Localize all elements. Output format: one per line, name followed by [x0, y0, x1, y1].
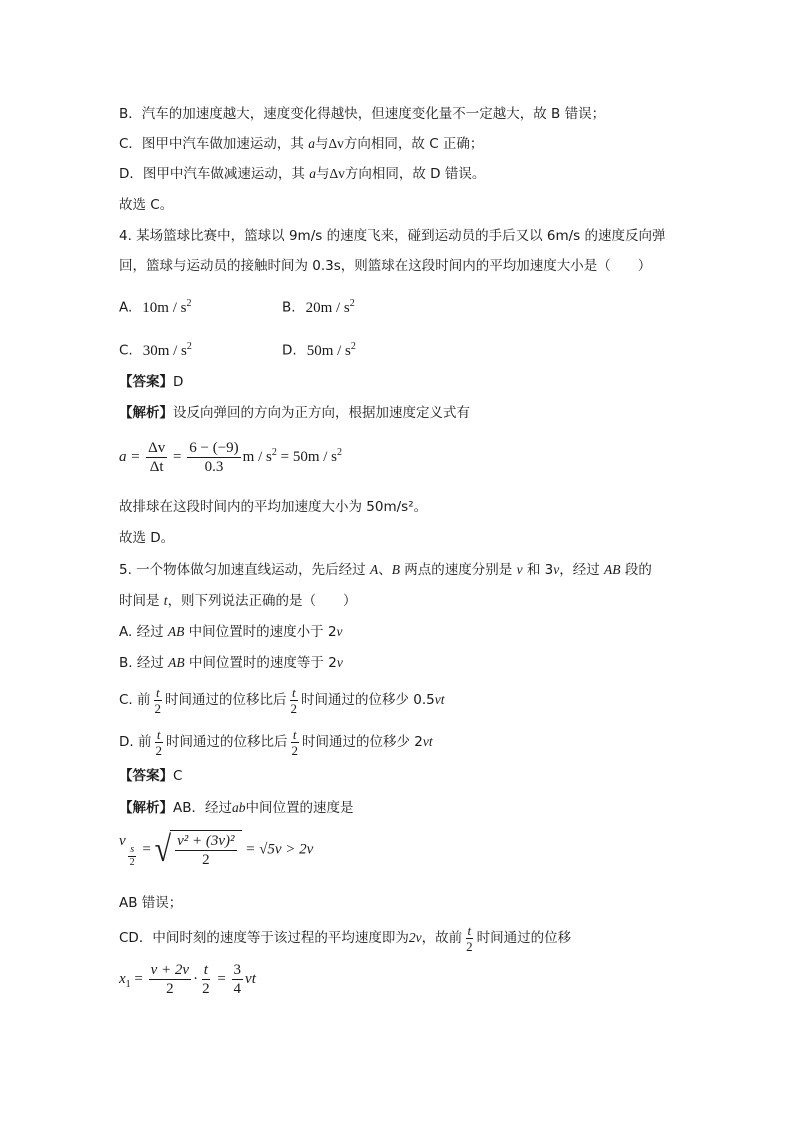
denominator: Δt	[149, 459, 164, 475]
text: 时间通过的位移比后	[165, 692, 287, 708]
answer-value: C	[173, 768, 183, 784]
q5-answer	[119, 766, 182, 786]
eq-rhs: = 50m / s	[276, 448, 337, 465]
numerator: s	[130, 843, 135, 855]
numerator: Δv	[148, 440, 166, 456]
option-label: C.	[119, 342, 133, 359]
symbol-x: x	[119, 970, 126, 987]
numerator: t	[203, 962, 208, 978]
fraction-avg-velocity	[149, 962, 191, 997]
q4-option-b	[282, 294, 355, 318]
answer-value: D	[173, 374, 184, 390]
exponent: 2	[349, 298, 355, 309]
numerator: t	[156, 726, 161, 742]
numerator: v² + (3v)²	[177, 833, 235, 849]
q5-option-d	[119, 726, 433, 758]
answer-label: 【答案】	[119, 768, 173, 784]
q5-stem-line2	[119, 591, 357, 611]
symbol-v: v	[553, 562, 560, 577]
option-value: 30m / s	[142, 342, 187, 359]
text: B. 经过	[119, 655, 169, 671]
option-label: D.	[282, 342, 297, 359]
q4-option-d	[282, 337, 356, 361]
symbol-vt: vt	[422, 734, 433, 749]
denominator: 2	[155, 742, 162, 758]
ab-wrong-line: AB 错误；	[119, 895, 183, 911]
option-d-explanation	[119, 164, 485, 184]
symbol-delta-v: Δv	[329, 166, 345, 181]
multiply-dot: ·	[193, 970, 199, 987]
text: 方向相同，故 D 错误。	[344, 166, 486, 182]
option-label: A.	[119, 299, 133, 316]
analysis-label: 【解析】	[119, 800, 173, 816]
numerator: 6 − (−9)	[189, 440, 239, 456]
cd-analysis-line	[119, 922, 571, 954]
displacement-equation	[119, 962, 256, 997]
numerator: v + 2v	[150, 962, 190, 978]
fraction-t-2	[153, 728, 164, 757]
q4-stem-line2: 回，篮球与运动员的接触时间为 0.3s，则篮球在这段时间内的平均加速度大小是（ ）	[119, 258, 652, 274]
denominator: 2	[290, 700, 298, 716]
fraction-3-4	[232, 962, 244, 997]
symbol-delta-v: Δv	[328, 136, 344, 151]
q4-stem-line1: 4. 某场篮球比赛中，篮球以 9m/s 的速度飞来，碰到运动员的手后又以 6m/s 的速度反向弹	[119, 228, 666, 244]
fraction-radicand	[175, 833, 236, 868]
text: C. 前	[119, 692, 151, 708]
symbol-v: v	[516, 562, 523, 577]
text: 两点的速度分别是	[399, 562, 517, 578]
fraction-dv-dt	[146, 440, 167, 475]
denominator: 2	[202, 981, 210, 997]
exponent: 2	[271, 446, 277, 458]
choose-c-line: 故选 C。	[119, 197, 174, 213]
text: 时间通过的位移比后	[165, 734, 288, 750]
eq-lhs	[119, 833, 139, 868]
q5-option-b	[119, 653, 343, 673]
q4-option-a	[119, 294, 191, 318]
denominator: 0.3	[204, 459, 224, 475]
text: ，故前	[421, 930, 463, 946]
numerator: 3	[233, 962, 242, 978]
answer-label: 【答案】	[119, 374, 173, 390]
symbol-2v: 2v	[408, 930, 422, 945]
equals: =	[217, 970, 226, 987]
option-label: B.	[282, 299, 296, 316]
symbol-AB: AB	[168, 655, 185, 670]
q5-stem-line1	[119, 560, 652, 580]
text: 中间位置时的速度小于 2	[184, 624, 337, 640]
exponent: 2	[337, 446, 342, 458]
text: ，则下列说法正确的是（ ）	[167, 593, 357, 609]
q5-option-a	[119, 622, 343, 642]
symbol-vt: vt	[245, 970, 256, 987]
fraction-t-2	[289, 728, 300, 757]
text: D．图甲中汽车做减速运动，其	[119, 166, 310, 182]
fraction-t-2	[289, 686, 300, 715]
numerator: t	[155, 684, 160, 700]
exponent: 2	[186, 341, 192, 352]
analysis-text: 设反向弹回的方向为正方向，根据加速度定义式有	[173, 405, 470, 421]
text: A. 经过	[119, 624, 168, 640]
midpoint-velocity-equation	[119, 830, 313, 870]
fraction-t-2	[464, 924, 475, 953]
symbol-a: a	[309, 166, 316, 181]
text: 和 3	[522, 562, 554, 578]
square-root	[155, 830, 242, 870]
exponent: 2	[350, 341, 356, 352]
symbol-vt: vt	[434, 692, 445, 707]
text: 段的	[620, 562, 652, 578]
text: CD．中间时刻的速度等于该过程的平均速度即为	[119, 930, 409, 946]
option-c-explanation	[119, 134, 483, 154]
text: 与	[315, 166, 330, 182]
option-value: 50m / s	[306, 342, 351, 359]
option-value: 10m / s	[142, 299, 187, 316]
symbol-t: t	[163, 593, 168, 608]
subscript-s-2	[128, 845, 137, 868]
numerator: t	[292, 726, 297, 742]
text: C．图甲中汽车做加速运动，其	[119, 136, 309, 152]
denominator: 2	[129, 856, 135, 868]
symbol-B: B	[391, 562, 400, 577]
equals: =	[173, 448, 182, 465]
text: 中间位置时的速度等于 2	[184, 655, 337, 671]
symbol-v: v	[336, 624, 343, 639]
unit: m / s	[242, 448, 272, 465]
symbol-a: a	[308, 136, 315, 151]
q5-option-c	[119, 684, 445, 716]
text: 方向相同，故 C 正确；	[343, 136, 484, 152]
text: ，经过	[559, 562, 605, 578]
eq-rhs: = √5v > 2v	[245, 841, 314, 858]
symbol-v: v	[336, 655, 343, 670]
text: 时间通过的位移少 2	[301, 734, 423, 750]
denominator: 2	[466, 938, 473, 954]
fraction-t-2	[200, 962, 212, 997]
text: 时间是	[119, 593, 164, 609]
denominator: 2	[166, 981, 174, 997]
q4-answer	[119, 372, 183, 392]
denominator: 2	[202, 852, 210, 868]
text: 时间通过的位移少 0.5	[301, 692, 435, 708]
symbol-ab: ab	[232, 800, 246, 815]
radical-icon: √	[154, 829, 172, 870]
analysis-text: 中间位置的速度是	[245, 800, 354, 816]
acceleration-equation	[119, 440, 342, 475]
q4-option-c	[119, 337, 192, 361]
text: 5. 一个物体做匀加速直线运动，先后经过	[119, 562, 370, 578]
radicand	[170, 830, 241, 870]
subscript: 1	[125, 978, 131, 990]
text: 、	[378, 562, 392, 578]
text: D. 前	[119, 734, 152, 750]
text: 与	[314, 136, 329, 152]
symbol-v: v	[119, 832, 126, 849]
text: 时间通过的位移	[476, 930, 572, 946]
fraction-t-2	[153, 686, 164, 715]
exponent: 2	[186, 298, 192, 309]
analysis-text: AB．经过	[173, 800, 232, 816]
numerator: t	[291, 684, 296, 700]
option-value: 20m / s	[305, 299, 350, 316]
choose-d-line: 故选 D。	[119, 530, 175, 546]
denominator: 4	[233, 981, 242, 997]
fraction-values	[187, 440, 240, 475]
symbol-A: A	[369, 562, 379, 577]
symbol-AB: AB	[167, 624, 185, 639]
analysis-label: 【解析】	[119, 405, 173, 421]
numerator: t	[467, 922, 472, 938]
denominator: 2	[291, 742, 298, 758]
eq-lhs: a =	[119, 448, 141, 465]
equals: =	[134, 970, 143, 987]
equals: =	[142, 841, 151, 858]
option-b-explanation: B．汽车的加速度越大，速度变化得越快，但速度变化量不一定越大，故 B 错误；	[119, 106, 606, 122]
q5-analysis	[119, 798, 354, 818]
denominator: 2	[154, 700, 162, 716]
q4-analysis	[119, 403, 470, 423]
symbol-AB: AB	[604, 562, 621, 577]
q4-conclusion: 故排球在这段时间内的平均加速度大小为 50m/s²。	[119, 499, 428, 515]
